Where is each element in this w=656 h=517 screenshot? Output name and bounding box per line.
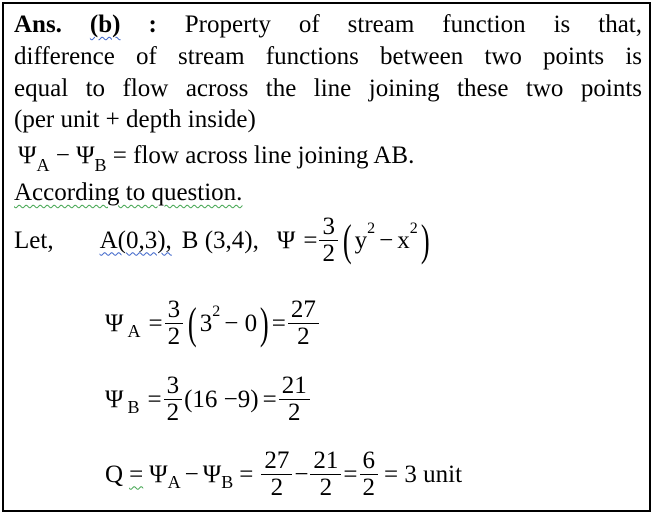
minus-sign: − (294, 460, 309, 488)
frac-den: 2 (167, 323, 181, 350)
var-x: x (397, 226, 410, 254)
subscript-a: A (167, 472, 181, 492)
psi-b-equation (105, 373, 312, 426)
right-paren: ) (420, 215, 430, 265)
psi-symbol: Ψ (202, 460, 222, 488)
inner-exponent: 2 (212, 302, 221, 320)
fraction-27-2 (261, 448, 292, 501)
psi-a-equation (105, 297, 321, 350)
exponent: 2 (409, 219, 418, 237)
frac-num: 3 (164, 373, 183, 400)
equals-sign: = (262, 385, 277, 413)
fraction-21-2 (310, 448, 341, 501)
minus-sign: − (55, 142, 70, 169)
subscript-a: A (127, 321, 141, 341)
frac-num: 3 (165, 297, 184, 324)
frac-den: 2 (166, 399, 180, 426)
minus-sign: − (184, 460, 199, 488)
frac-num: 21 (279, 373, 310, 400)
psi-symbol: Ψ (105, 385, 124, 413)
psi-symbol: Ψ (276, 226, 296, 254)
fraction-result (279, 373, 310, 426)
frac-den: 2 (319, 474, 333, 501)
right-paren: ) (260, 298, 269, 348)
frac-den: 2 (297, 323, 310, 350)
left-paren: ( (342, 215, 352, 265)
frac-den: 2 (322, 240, 335, 267)
intro-line-4: (per unit + depth inside) (14, 106, 256, 133)
fraction-three-halves (164, 373, 183, 426)
fraction-6-2 (360, 448, 379, 501)
let-line (14, 214, 432, 267)
frac-num: 27 (261, 448, 292, 475)
frac-num: 21 (310, 448, 341, 475)
equals-sign: = (303, 226, 318, 254)
minus-sign: − (379, 226, 394, 254)
frac-den: 2 (362, 474, 376, 501)
let-label: Let, (14, 226, 54, 254)
inner-expression: (16 −9) (184, 385, 259, 413)
var-y: y (354, 226, 368, 254)
equals-sign: = (129, 460, 144, 488)
psi-symbol: Ψ (105, 309, 124, 337)
equals-sign: = (239, 460, 254, 488)
fraction-result (288, 297, 319, 350)
psi-symbol: Ψ (149, 460, 168, 488)
exponent: 2 (367, 219, 376, 237)
subscript-b: B (127, 397, 140, 417)
q-equation (105, 448, 462, 501)
frac-num: 3 (319, 214, 338, 241)
subscript-b: B (221, 472, 234, 492)
inner-base: 3 (199, 309, 213, 337)
intro-line-1 (14, 10, 642, 40)
psi-symbol: Ψ (18, 142, 37, 169)
equals-sign: = (147, 385, 162, 413)
answer-box (2, 2, 651, 512)
equals-sign: = (343, 460, 358, 488)
q-result: = 3 unit (384, 460, 463, 488)
frac-num: 6 (360, 448, 379, 475)
point-b: B (3,4), (181, 226, 259, 254)
point-a: A(0,3), (99, 226, 172, 254)
q-symbol: Q (105, 460, 124, 488)
frac-den: 2 (287, 399, 301, 426)
intro-line-1-text: Property of stream function is that, (184, 11, 642, 38)
subscript-a: A (36, 155, 50, 175)
fraction-three-halves (319, 214, 338, 267)
subscript-b: B (94, 155, 107, 175)
frac-num: 27 (288, 297, 319, 324)
relation-text: = flow across line joining AB. (112, 142, 415, 169)
inner-rest: − 0 (224, 309, 258, 337)
ans-label: Ans. (14, 11, 62, 38)
frac-den: 2 (270, 474, 284, 501)
according-line: According to question. (14, 179, 243, 206)
fraction-three-halves (165, 297, 184, 350)
intro-line-2: difference of stream functions between two points is (14, 43, 642, 70)
relation-line (18, 141, 415, 175)
intro-line-3: equal to flow across the line joining these two points (14, 75, 642, 102)
equals-sign: = (148, 309, 163, 337)
equals-sign: = (271, 309, 286, 337)
ans-option: (b) (89, 11, 121, 38)
psi-symbol: Ψ (76, 142, 95, 169)
ans-colon: : (148, 11, 157, 38)
left-paren: ( (187, 298, 197, 348)
